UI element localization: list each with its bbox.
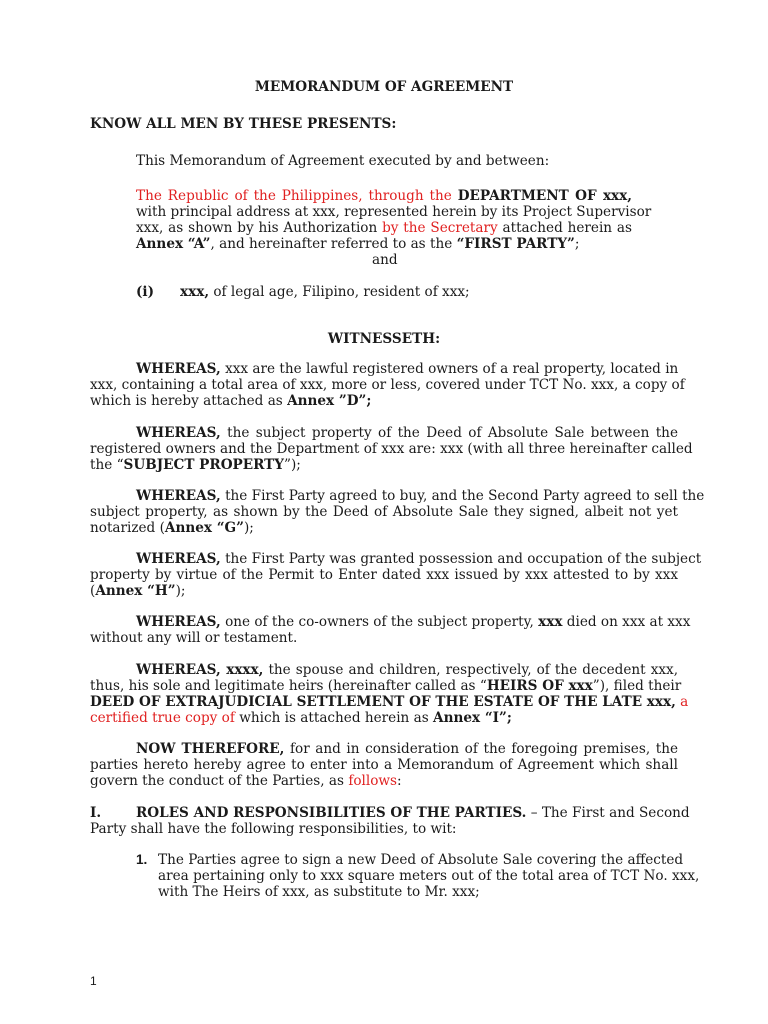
know-all-heading: KNOW ALL MEN BY THESE PRESENTS: (90, 116, 397, 132)
whereas-1-line-1: WHEREAS, xxx are the lawful registered owners of a real property, located in (136, 361, 679, 377)
whereas-6-line-3: DEED OF EXTRAJUDICIAL SETTLEMENT OF THE ESTATE OF THE LATE xxx, a (90, 694, 689, 710)
second-party-text: xxx, of legal age, Filipino, resident of xxx; (180, 284, 470, 300)
first-party-line-4: Annex “A”, and hereinafter referred to as the “FIRST PARTY”; (136, 236, 580, 252)
whereas-6-line-1: WHEREAS, xxxx, the spouse and children, respectively, of the decedent xxx, (136, 662, 679, 678)
whereas-3-line-2: subject property, as shown by the Deed of Absolute Sale they signed, albeit not yet (90, 504, 678, 520)
whereas-2-line-3: the “SUBJECT PROPERTY”); (90, 457, 301, 473)
first-party-line-2: with principal address at xxx, represented herein by its Project Supervisor (136, 204, 652, 220)
document-title: MEMORANDUM OF AGREEMENT (254, 79, 514, 95)
now-therefore-line-1: NOW THEREFORE, for and in consideration of the foregoing premises, the (136, 741, 679, 757)
whereas-5-line-2: without any will or testament. (90, 630, 298, 646)
whereas-4-line-1: WHEREAS, the First Party was granted possession and occupation of the subject (136, 551, 702, 567)
first-party-line-3: xxx, as shown by his Authorization by the Secretary attached herein as (136, 220, 632, 236)
whereas-3-line-1: WHEREAS, the First Party agreed to buy, and the Second Party agreed to sell the (136, 488, 705, 504)
page-number: 1 (90, 974, 97, 988)
witnesseth-heading: WITNESSETH: (327, 331, 441, 347)
item-1-line-1: The Parties agree to sign a new Deed of Absolute Sale covering the affected (158, 852, 684, 868)
item-1-number: 1. (136, 852, 148, 867)
whereas-1-line-3: which is hereby attached as Annex ”D”; (90, 393, 372, 409)
whereas-6-line-4: certified true copy of which is attached herein as Annex “I”; (90, 710, 512, 726)
item-1-line-2: area pertaining only to xxx square meters out of the total area of TCT No. xxx, (158, 868, 700, 884)
section-1-line-1: ROLES AND RESPONSIBILITIES OF THE PARTIES. – The First and Second (136, 805, 690, 821)
whereas-5-line-1: WHEREAS, one of the co-owners of the subject property, xxx died on xxx at xxx (136, 614, 691, 630)
first-party-line-1: The Republic of the Philippines, through the DEPARTMENT OF xxx, (136, 188, 632, 204)
whereas-2-line-2: registered owners and the Department of xxx are: xxx (with all three hereinafter called (90, 441, 693, 457)
section-1-line-2: Party shall have the following responsibilities, to wit: (90, 821, 457, 837)
whereas-4-line-3: (Annex “H”); (90, 583, 186, 599)
whereas-4-line-2: property by virtue of the Permit to Enter dated xxx issued by xxx attested to by xxx (90, 567, 678, 583)
whereas-2-line-1: WHEREAS, the subject property of the Deed of Absolute Sale between the (136, 425, 678, 441)
whereas-6-line-2: thus, his sole and legitimate heirs (hereinafter called as “HEIRS OF xxx”), filed their (90, 678, 682, 694)
and-connector: and (372, 252, 398, 268)
now-therefore-line-2: parties hereto hereby agree to enter into a Memorandum of Agreement which shall (90, 757, 678, 773)
item-1-line-3: with The Heirs of xxx, as substitute to Mr. xxx; (158, 884, 480, 900)
now-therefore-line-3: govern the conduct of the Parties, as follows: (90, 773, 402, 789)
whereas-1-line-2: xxx, containing a total area of xxx, more or less, covered under TCT No. xxx, a copy of (90, 377, 685, 393)
second-party-marker: (i) (136, 284, 155, 300)
intro-text: This Memorandum of Agreement executed by and between: (136, 153, 550, 169)
whereas-3-line-3: notarized (Annex “G”); (90, 520, 254, 536)
section-1-number: I. (90, 805, 102, 821)
